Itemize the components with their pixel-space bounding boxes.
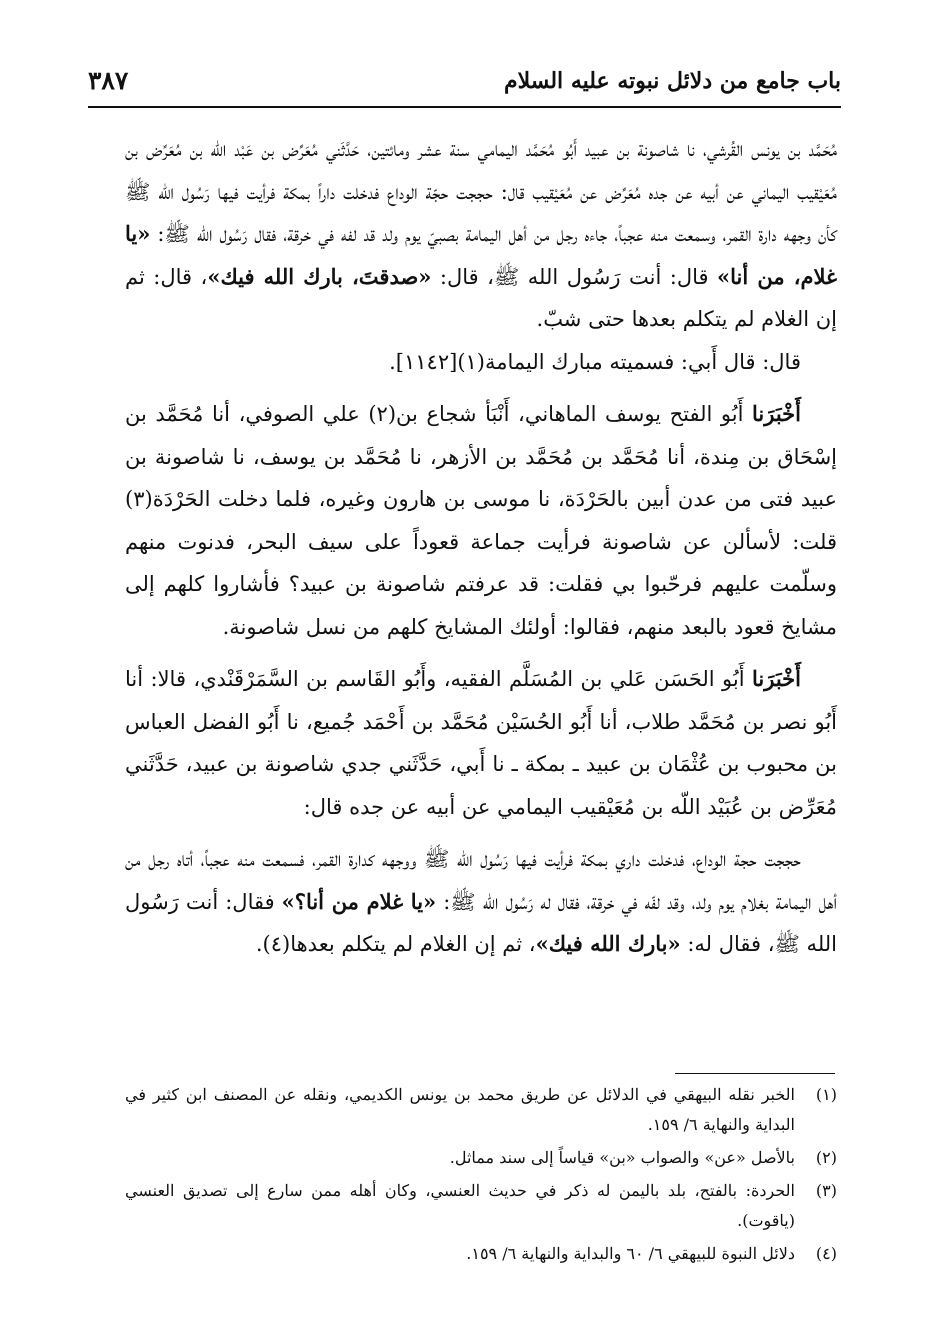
running-title: باب جامع من دلائل نبوته عليه السلام	[503, 68, 841, 94]
footnote-ref: (٤)	[262, 932, 291, 956]
footnote	[125, 1176, 837, 1236]
main-text	[125, 128, 837, 966]
text-run: علي الصوفي، أنا مُحَمَّد بن إسْحَاق بن مِندة، أنا مُحَمَّد بن مُحَمَّد بن الأزهر، نا مُحَمَّد بن يوسف، نا شاصونة بن عبيد فتى من عدن أبين بالحَرْدَة، نا موسى بن هارون وغيره، فلما دخلت الحَرْدَة	[125, 402, 837, 511]
footnote-number: (٢)	[815, 1148, 837, 1167]
footnote-text: بالأصل «عن» والصواب «بن» قياساً إلى سند مماثل.	[449, 1148, 795, 1167]
footnote-number: (٣)	[815, 1181, 837, 1200]
paragraph-5	[125, 838, 837, 966]
footnote	[125, 1143, 837, 1173]
footnote-divider	[675, 1073, 835, 1074]
text-run: أَبُو الحَسَن عَلي بن المُسَلَّم الفقيه، وأَبُو القَاسم بن السَّمَرْقَنْدي، قالا: أنا أَبُو نصر بن مُحَمَّد طلاب، أنا أَبُو الحُسَيْن مُحَمَّد بن أَحْمَد جُميع، نا أَبُو الفضل العباس بن محبوب بن عُثْمَان بن عبيد ـ بمكة ـ نا أَبي، حَدَّثَني جدي شاصونة بن عبيد، حَدَّثَني مُعَرِّض بن عُبَيْد اللّه بن مُعَيْقيب اليمامي عن أبيه عن جده قال:	[125, 667, 837, 819]
text-run: فقال: أنت رَسُول الله ﷺ، فقال له:	[125, 889, 837, 956]
footnote-text: دلائل النبوة للبيهقي ٦/ ٦٠ والبداية والنهاية ٦/ ١٥٩.	[466, 1244, 795, 1263]
paragraph-4	[125, 658, 837, 828]
paragraph-1	[125, 128, 837, 341]
text-run: مُحَمَّد بن يونس القُرشي، نا شاصونة بن عبيد أَبُو مُحَمَّد اليمامي سنة عشر ومائتين، حَدَّثَني مُعَرِّض بن عَبْد اللّه بن مُعَرِّض بن مُعَيْقيب اليماني عن أبيه عن جده مُعَرِّض عن مُعَيْقيب قال: حججت حجّة الوداع فدخلت داراً بمكة فرأيت فيها رَسُول الله ﷺ كأن وجهه دارة القمر، وسمعت منه عجباً، جاءه رجل من أهل اليمامة بصبيّ يوم ولد قد لفه في خرقة، فقال رَسُول الله ﷺ:	[125, 137, 837, 246]
text-run: ، قال: ثم إن الغلام لم يتكلم بعدها حتى شبّ.	[125, 264, 837, 331]
footnote-number: (٤)	[815, 1244, 837, 1263]
text-run: قلت: لأسألن عن شاصونة فرأيت جماعة قعوداً على سيف البحر، فدنوت منهم وسلّمت عليهم فرحّبوا بي فقلت: قد عرفتم شاصونة بن عبيد؟ فأشاروا كلهم إلى مشايخ قعود بالبعد منهم، فقالوا: أولئك المشايخ كلهم من نسل شاصونة.	[125, 529, 837, 639]
page-number: ٣٨٧	[88, 66, 129, 95]
footnote-text: الخبر نقله البيهقي في الدلائل عن طريق محمد بن يونس الكديمي، ونقله عن المصنف ابن كثير في البداية والنهاية ٦/ ١٥٩.	[125, 1085, 795, 1134]
paragraph-3	[125, 393, 837, 648]
footnote-text: الحردة: بالفتح، بلد باليمن له ذكر في حديث العنسي، وكان أهله ممن سارع إلى تصديق العنسي (ياقوت).	[125, 1181, 795, 1230]
text-run: قال: قال أَبي: فسميته مبارك اليمامة	[485, 349, 801, 374]
running-header	[88, 62, 841, 108]
footnote-number: (١)	[815, 1085, 837, 1104]
footnote-ref: (٣)	[125, 487, 153, 511]
text-run: ، ثم إن الغلام لم يتكلم بعدها	[290, 932, 536, 956]
prophet-quote: «صدقتَ، بارك الله فيك»	[207, 263, 432, 289]
text-run: .	[255, 932, 263, 956]
footnotes	[125, 1080, 837, 1272]
text-run: أَبُو الفتح يوسف الماهاني، أَنْبَأ شجاع بن	[396, 402, 753, 426]
isnad-lead: أَخْبَرَنا	[752, 401, 801, 426]
text-run: قال: أنت رَسُول الله ﷺ، قال:	[431, 264, 718, 289]
isnad-lead: أَخْبَرَنا	[752, 666, 801, 691]
text-run: حججت حجة الوداع، فدخلت داري بمكة فرأيت فيها رَسُول الله ﷺ ووجهه كدارة القمر، فسمعت منه عجباً، أتاه رجل من أهل اليمامة بغلام يوم ولد، وقد لفّه في خرقة، فقال له رَسُول الله ﷺ:	[125, 847, 837, 914]
prophet-quote: «يا غلام من أنا؟»	[281, 888, 437, 914]
prophet-quote: «يا غلام، من أنا»	[125, 221, 837, 289]
footnote-ref: (٢)	[368, 402, 397, 426]
prophet-quote: «بارك الله فيك»	[535, 931, 681, 956]
footnote	[125, 1239, 837, 1269]
text-run: .	[389, 349, 396, 374]
footnote-ref: (١)[١١٤٢]	[395, 349, 485, 374]
footnote	[125, 1080, 837, 1140]
paragraph-2	[125, 341, 837, 384]
